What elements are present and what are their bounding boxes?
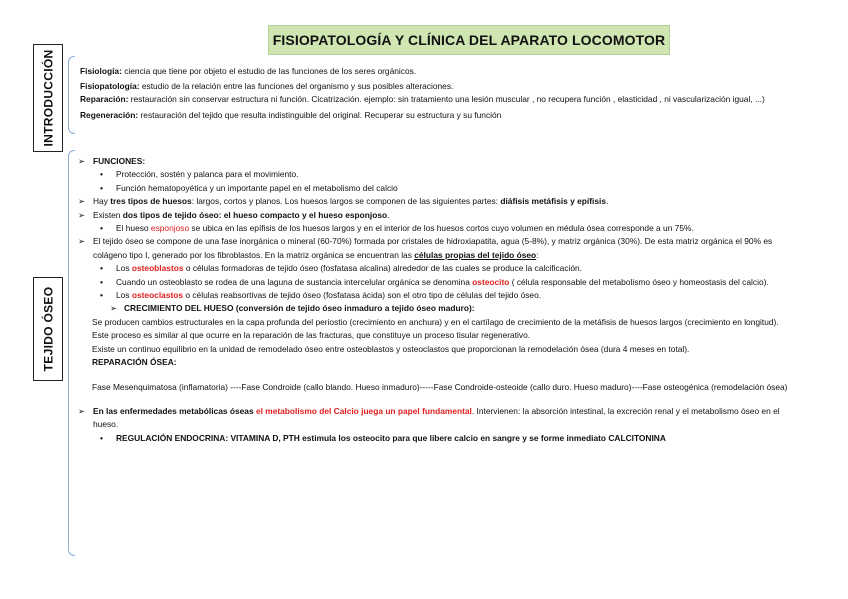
- spacer: [78, 394, 790, 405]
- text-fisiopatologia: estudio de la relación entre las funciones del organismo y sus posibles alteraciones.: [139, 80, 454, 91]
- definition-fisiologia: [80, 64, 820, 79]
- text-underlined: células propias del tejido óseo: [414, 249, 537, 260]
- bone-bracket: [68, 150, 75, 556]
- bone-section: [78, 155, 790, 445]
- section-label-tejido-oseo-text: TEJIDO ÓSEO: [41, 286, 55, 372]
- intro-section: [80, 64, 820, 123]
- bullet-icon: •: [100, 223, 103, 234]
- text-red: el metabolismo del Calcio juega un papel fundamental: [255, 405, 472, 416]
- text-bold: diáfisis metáfisis y epífisis: [500, 196, 607, 207]
- reparacion-label: REPARACIÓN ÓSEA:: [92, 357, 177, 368]
- text-red: esponjoso: [150, 223, 190, 234]
- text: se ubica en las epífisis de los huesos largos y en el interior de los huesos cortos cuyo volumen en médula ósea corresponde a un 75%.: [189, 223, 694, 234]
- arrow-bullet-icon: ➢: [78, 236, 86, 247]
- funciones-label: FUNCIONES:: [93, 156, 146, 166]
- term-reparacion: Reparación:: [80, 94, 129, 105]
- text-reparacion: restauración sin conservar estructura ni función. Cicatrización. ejemplo: sin tratamiento una lesión muscular , no recupera función , elasticidad , ni vascularización igual, ...): [128, 94, 765, 105]
- text: Existen: [93, 209, 123, 220]
- text-bold: tres tipos de huesos: [110, 196, 192, 207]
- arrow-bullet-icon: ➢: [78, 196, 86, 207]
- list-item: [78, 432, 790, 445]
- text: . Intervienen: la absorción intestinal, la excreción renal y el metabolismo óseo en el hueso.: [93, 405, 780, 430]
- text: El hueso: [116, 223, 151, 234]
- item-tipos-tejido: [78, 209, 790, 222]
- section-label-tejido-oseo: [33, 277, 63, 381]
- list-item: [78, 262, 790, 275]
- text: :: [536, 249, 539, 260]
- item-crecimiento: [78, 302, 790, 315]
- fases-reparacion: Fase Mesenquimatosa (inflamatoria) ----Fase Condroide (callo blando. Hueso inmaduro)-----Fase Condroide-osteoide (callo duro. Hueso maduro)----Fase osteogénica (remodelación ósea): [92, 381, 788, 392]
- item-funciones: [78, 155, 790, 168]
- text: Cuando un osteoblasto se rodea de una laguna de sustancia intercelular orgánica se denomina: [116, 276, 473, 287]
- text-regeneracion: restauración del tejido que resulta indistinguible del original. Recuperar su estructura y su función: [138, 110, 502, 121]
- list-item: [78, 168, 790, 181]
- text: Hay: [93, 196, 111, 207]
- funcion-text: Función hematopoyética y un importante papel en el metabolismo del calcio: [116, 182, 398, 193]
- section-label-introduccion: [33, 44, 63, 152]
- section-label-introduccion-text: INTRODUCCIÓN: [41, 49, 55, 147]
- definition-reparacion: [80, 93, 820, 106]
- term-fisiologia: Fisiología:: [80, 66, 122, 76]
- bullet-icon: •: [100, 290, 103, 301]
- text-fisiologia: ciencia que tiene por objeto el estudio de las funciones de los seres orgánicos.: [121, 66, 417, 76]
- text: Los: [116, 263, 132, 274]
- definition-fisiopatologia: [80, 79, 820, 94]
- text: El tejido óseo se compone de una fase inorgánica o mineral (60-70%) formada por cristales de hidroxiapatita, agua (5-8%), y matriz orgánica (30%). De esta matriz orgánica el 90% es colágeno tipo I, generado por los fibroblastos. En la matriz orgánica se encuentran las: [93, 236, 773, 260]
- paragraph: Existe un continuo equilibrio en la unidad de remodelado óseo entre osteoblastos y osteoclastos que proporcionan la remodelación ósea (dura 4 meses en total).: [92, 343, 690, 354]
- text: .: [387, 209, 390, 220]
- intro-bracket: [68, 56, 75, 134]
- definition-regeneracion: [80, 108, 820, 123]
- arrow-bullet-icon: ➢: [78, 209, 86, 220]
- bullet-icon: •: [100, 182, 103, 193]
- spacer: [78, 370, 790, 381]
- arrow-bullet-icon: ➢: [78, 156, 86, 166]
- text: o células reabsortivas de tejido óseo (fosfatasa ácida) son el otro tipo de células del tejido óseo.: [183, 290, 542, 301]
- item-enfermedades-metabolicas: [78, 405, 790, 432]
- list-item: [78, 222, 790, 235]
- list-item: [78, 289, 790, 302]
- item-matriz: [78, 235, 790, 262]
- paragraph: Este proceso es similar al que ocurre en la reparación de las fracturas, que constituye un proceso tisular regenerativo.: [92, 330, 531, 341]
- bullet-icon: •: [100, 263, 103, 274]
- arrow-bullet-icon: ➢: [78, 405, 86, 416]
- text-red: osteocito: [472, 276, 510, 287]
- bullet-icon: •: [100, 276, 103, 287]
- text: o células formadoras de tejido óseo (fosfatasa alcalina) alrededor de las cuales se produce la calcificación.: [183, 263, 583, 274]
- text: Los: [116, 290, 132, 301]
- paragraph: Se producen cambios estructurales en la capa profunda del periostio (crecimiento en anchura) y en el cartílago de crecimiento de la metáfisis de huesos largos (crecimiento en longitud).: [92, 316, 779, 327]
- arrow-bullet-icon: ➢: [110, 303, 118, 314]
- crecimiento-label: CRECIMIENTO DEL HUESO (conversión de tejido óseo inmaduro a tejido óseo maduro):: [124, 303, 475, 314]
- text-red: osteoclastos: [131, 290, 184, 301]
- text: : largos, cortos y planos. Los huesos largos se componen de las siguientes partes:: [191, 196, 501, 207]
- text-bold: dos tipos de tejido óseo: el hueso compacto y el hueso esponjoso: [122, 209, 388, 220]
- bullet-icon: •: [100, 432, 103, 443]
- term-regeneracion: Regeneración:: [80, 110, 139, 121]
- text-bold: En las enfermedades metabólicas óseas: [93, 405, 256, 416]
- list-item: [78, 182, 790, 195]
- page-title: FISIOPATOLOGÍA Y CLÍNICA DEL APARATO LOCOMOTOR: [268, 25, 670, 55]
- funcion-text: Protección, sostén y palanca para el movimiento.: [116, 169, 299, 180]
- bullet-icon: •: [100, 169, 103, 180]
- text: .: [606, 196, 609, 207]
- regulacion-text: REGULACIÓN ENDOCRINA: VITAMINA D, PTH estimula los osteocito para que libere calcio en sangre y se forme inmediato CALCITONINA: [116, 432, 666, 443]
- term-fisiopatologia: Fisiopatología:: [80, 80, 140, 91]
- item-tipos-huesos: [78, 195, 790, 208]
- list-item: [78, 276, 790, 289]
- text-red: osteoblastos: [131, 263, 184, 274]
- text: ( célula responsable del metabolismo óseo y homeostasis del calcio).: [509, 276, 769, 287]
